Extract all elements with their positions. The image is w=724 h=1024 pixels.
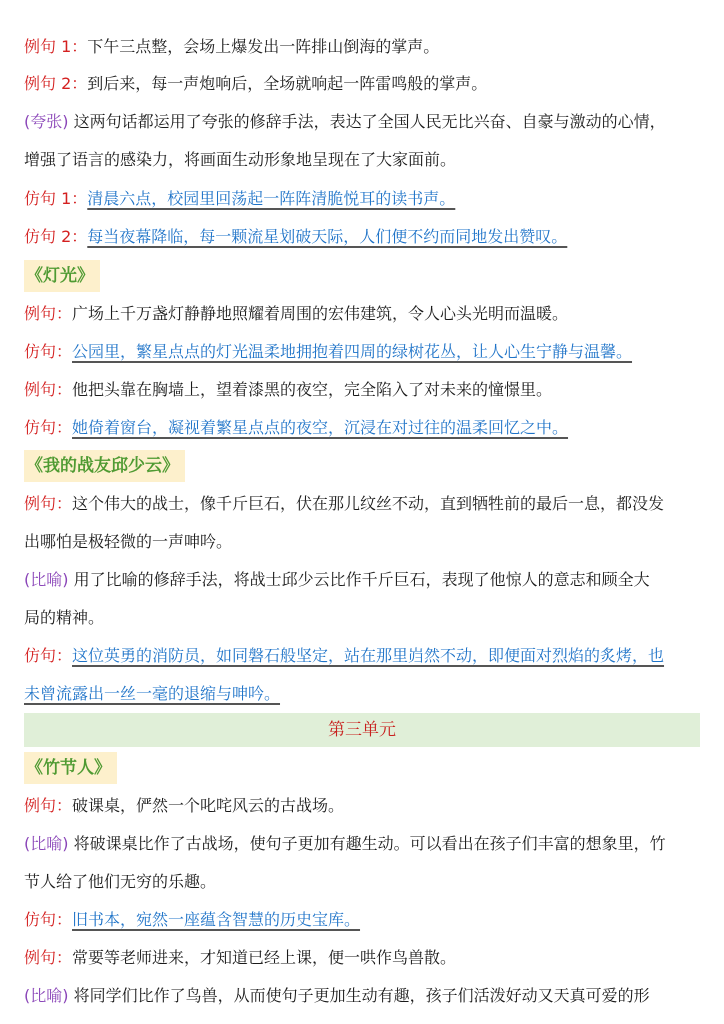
example-text: 出哪怕是极轻微的一声呻吟。 [24,532,233,551]
rhetoric-label: (比喻) [24,986,69,1005]
example-text: 他把头靠在胸墙上，望着漆黑的夜空，完全陷入了对未来的憧憬里。 [72,380,553,399]
lesson-title-qiushaoyun: 《我的战友邱少云》 [24,450,185,482]
analysis-hyperbole-line-1 [24,109,700,135]
imitation-text: 这位英勇的消防员，如同磐石般坚定，站在那里岿然不动，即便面对烈焰的炙烤，也 [72,646,665,665]
example-text: 破课桌，俨然一个叱咤风云的古战场。 [72,796,345,815]
analysis-metaphor-line-1 [24,983,700,1009]
imitation-sentence [24,415,700,441]
imitation-sentence-line-1 [24,643,700,669]
rhetoric-label: (比喻) [24,834,69,853]
example-sentence [24,945,700,971]
imitation-text: 每当夜幕降临，每一颗流星划破天际，人们便不约而同地发出赞叹。 [87,227,568,246]
imitation-text: 她倚着窗台，凝视着繁星点点的夜空，沉浸在对过往的温柔回忆之中。 [72,418,569,437]
rhetoric-label: (比喻) [24,570,69,589]
analysis-metaphor-line-2 [24,605,700,631]
example-label: 例句 2： [24,74,88,93]
example-sentence [24,301,700,327]
example-sentence [24,377,700,403]
imitation-text: 未曾流露出一丝一毫的退缩与呻吟。 [24,684,281,703]
lesson-title-zhujieren: 《竹节人》 [24,752,117,784]
imitation-label: 仿句： [24,646,73,665]
imitation-label: 仿句 2： [24,227,88,246]
example-sentence-line-1 [24,491,700,517]
imitation-sentence-1 [24,186,700,212]
example-label: 例句 1： [24,37,88,56]
example-text: 下午三点整，会场上爆发出一阵排山倒海的掌声。 [87,37,440,56]
analysis-text: 节人给了他们无穷的乐趣。 [24,872,217,891]
example-label: 例句： [24,796,73,815]
lesson-title-dengguang: 《灯光》 [24,260,100,292]
example-text: 常要等老师进来，才知道已经上课，便一哄作鸟兽散。 [72,948,457,967]
analysis-metaphor-line-1 [24,567,700,593]
example-label: 例句： [24,380,73,399]
analysis-text: 用了比喻的修辞手法，将战士邱少云比作千斤巨石，表现了他惊人的意志和顾全大 [68,570,650,589]
example-sentence-line-2 [24,529,700,555]
imitation-sentence [24,907,700,933]
imitation-text: 旧书本，宛然一座蕴含智慧的历史宝库。 [72,910,361,929]
imitation-label: 仿句 1： [24,189,88,208]
example-sentence-2 [24,71,700,97]
example-sentence [24,793,700,819]
example-sentence-1 [24,34,700,60]
analysis-hyperbole-line-2 [24,147,700,173]
imitation-label: 仿句： [24,418,73,437]
imitation-text: 清晨六点，校园里回荡起一阵阵清脆悦耳的读书声。 [87,189,456,208]
analysis-metaphor-line-2 [24,869,700,895]
imitation-sentence-2 [24,224,700,250]
imitation-label: 仿句： [24,342,73,361]
unit-header: 第三单元 [24,713,700,747]
example-label: 例句： [24,948,73,967]
example-label: 例句： [24,304,73,323]
imitation-sentence-line-2 [24,681,700,707]
analysis-text: 将同学们比作了鸟兽，从而使句子更加生动有趣，孩子们活泼好动又天真可爱的形 [68,986,650,1005]
analysis-metaphor-line-1 [24,831,700,857]
rhetoric-label: (夸张) [24,112,69,131]
imitation-sentence [24,339,700,365]
example-text: 到后来，每一声炮响后，全场就响起一阵雷鸣般的掌声。 [87,74,488,93]
imitation-label: 仿句： [24,910,73,929]
imitation-text: 公园里，繁星点点的灯光温柔地拥抱着四周的绿树花丛，让人心生宁静与温馨。 [72,342,633,361]
analysis-text: 这两句话都运用了夸张的修辞手法，表达了全国人民无比兴奋、自豪与激动的心情， [68,112,666,131]
analysis-text: 增强了语言的感染力，将画面生动形象地呈现在了大家面前。 [24,150,457,169]
analysis-text: 局的精神。 [24,608,105,627]
example-text: 广场上千万盏灯静静地照耀着周围的宏伟建筑，令人心头光明而温暖。 [72,304,569,323]
example-text: 这个伟大的战士，像千斤巨石，伏在那儿纹丝不动，直到牺牲前的最后一息，都没发 [72,494,665,513]
analysis-text: 将破课桌比作了古战场，使句子更加有趣生动。可以看出在孩子们丰富的想象里，竹 [68,834,666,853]
example-label: 例句： [24,494,73,513]
